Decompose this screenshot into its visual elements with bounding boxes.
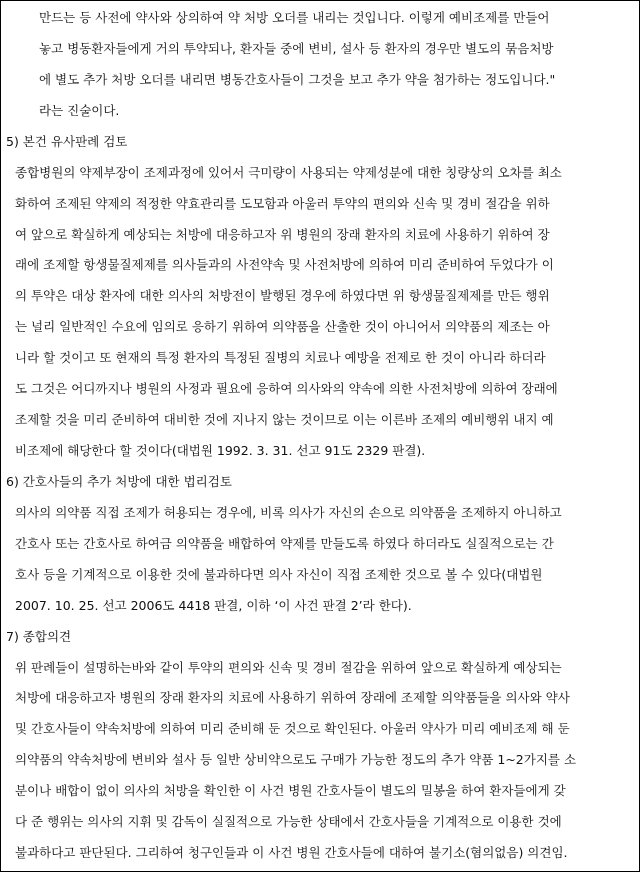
line-text: 처방에 대응하고자 병원의 장래 환자의 치료에 사용하기 위하여 장래에 조제할 의약품들을 의사와 약사 — [15, 690, 570, 706]
line-text: 의약품의 약속처방에 변비와 설사 등 일반 상비약으로도 구매가 가능한 정도의 추가 약품 1~2가지를 소 — [15, 752, 577, 768]
line-text: 래에 조제할 항생물질제제를 의사들과의 사전약속 및 사전처방에 의하여 미리 준비하여 두었다가 이 — [15, 257, 554, 273]
line-text: 7) 종합의견 — [6, 628, 72, 644]
line-text: 화하여 조제된 약제의 적정한 약효관리를 도모함과 아울러 투약의 편의와 신속 및 경비 절감을 위하 — [15, 195, 550, 211]
line-text: 의 투약은 대상 환자에 대한 의사의 처방전이 발행된 경우에 하였다면 위 항생물질제제를 만든 행위 — [15, 288, 550, 304]
line-text: 호사 등을 기계적으로 이용한 것에 불과하다면 의사 자신이 직접 조제한 것으로 볼 수 있다(대법원 — [15, 566, 543, 582]
line-text: 2007. 10. 25. 선고 2006도 4418 판결, 이하 ‘이 사건 판결 2’라 한다). — [15, 597, 412, 613]
line-text: 비조제에 해당한다 할 것이다(대법원 1992. 3. 31. 선고 91도 2329 판결). — [15, 443, 426, 458]
line-text: 5) 본건 유사판례 검토 — [6, 133, 128, 149]
text-line — [15, 776, 633, 807]
text-line — [15, 683, 633, 714]
line-text: 불과하다고 판단된다. 그리하여 청구인들과 이 사건 병원 간호사들에 대하여 불기소(혐의없음) 의견임. — [15, 845, 568, 861]
line-text: 는 널리 일반적인 수요에 임의로 응하기 위하여 의약품을 산출한 것이 아니어서 의약품의 제조는 아 — [15, 319, 550, 335]
section-heading — [6, 467, 633, 498]
line-text: 여 앞으로 확실하게 예상되는 처방에 대응하고자 위 병원의 장래 환자의 치료에 사용하기 위하여 장 — [15, 226, 550, 242]
text-line — [15, 529, 633, 560]
line-text: 의사의 의약품 직접 조제가 허용되는 경우에, 비록 의사가 자신의 손으로 의약품을 조제하지 아니하고 — [15, 504, 562, 520]
text-line — [15, 158, 633, 189]
text-line — [15, 714, 633, 745]
text-line — [15, 436, 633, 467]
text-line — [15, 405, 633, 436]
line-text: 조제할 것을 미리 준비하여 대비한 것에 지나지 않는 것이므로 이는 이른바 조제의 예비행위 내지 예 — [15, 412, 554, 428]
text-line — [15, 745, 633, 776]
line-text: 종합병원의 약제부장이 조제과정에 있어서 극미량이 사용되는 약제성분에 대한 칭량상의 오차를 최소 — [15, 164, 562, 180]
text-line — [39, 65, 633, 96]
text-line — [15, 498, 633, 529]
text-line — [15, 343, 633, 374]
section-heading — [6, 622, 633, 653]
text-line — [15, 560, 633, 591]
line-text: 만드는 등 사전에 약사와 상의하여 약 처방 오더를 내리는 것입니다. 이렇게 예비조제를 만들어 — [39, 10, 550, 25]
line-text: 라는 진술이다. — [39, 102, 120, 118]
text-line — [15, 281, 633, 312]
text-line — [15, 807, 633, 838]
text-line — [15, 374, 633, 405]
line-text: 에 별도 추가 처방 오더를 내리면 병동간호사들이 그것을 보고 추가 약을 첨가하는 정도입니다." — [39, 71, 556, 87]
line-text: 니라 할 것이고 또 현재의 특정 환자의 특정된 질병의 치료나 예방을 전제로 한 것이 아니라 하더라 — [15, 350, 546, 366]
line-text: 다 준 행위는 의사의 지휘 및 감독이 실질적으로 가능한 상태에서 간호사들을 기계적으로 이용한 것에 — [15, 814, 562, 830]
text-line — [15, 250, 633, 281]
line-text: 도 그것은 어디까지나 병원의 사정과 필요에 응하여 의사와의 약속에 의한 사전처방에 의하여 장래에 — [15, 381, 558, 397]
line-text: 분이나 배합이 없이 의사의 처방을 확인한 이 사건 병원 간호사들이 별도의 밀봉을 하여 환자들에게 갖 — [15, 783, 566, 799]
text-line — [15, 312, 633, 343]
text-line — [15, 653, 633, 684]
line-text: 및 간호사들이 약속처방에 의하여 미리 준비해 둔 것으로 확인된다. 아울러 약사가 미리 예비조제 해 둔 — [15, 721, 570, 737]
line-text: 간호사 또는 간호사로 하여금 의약품을 배합하여 약제를 만들도록 하였다 하더라도 실질적으로는 간 — [15, 535, 554, 551]
text-line — [39, 96, 633, 127]
text-line — [39, 34, 633, 65]
line-text: 위 판례들이 설명하는바와 같이 투약의 편의와 신속 및 경비 절감을 위하여 앞으로 확실하게 예상되는 — [15, 659, 562, 675]
text-line — [15, 220, 633, 251]
text-line — [15, 838, 633, 869]
text-line — [15, 189, 633, 220]
text-line — [39, 3, 633, 34]
text-line — [15, 591, 633, 622]
line-text: 6) 간호사들의 추가 처방에 대한 법리검토 — [6, 473, 232, 489]
section-heading — [6, 127, 633, 158]
line-text: 놓고 병동환자들에게 거의 투약되나, 환자들 중에 변비, 설사 등 환자의 경우만 별도의 묶음처방 — [39, 40, 554, 56]
